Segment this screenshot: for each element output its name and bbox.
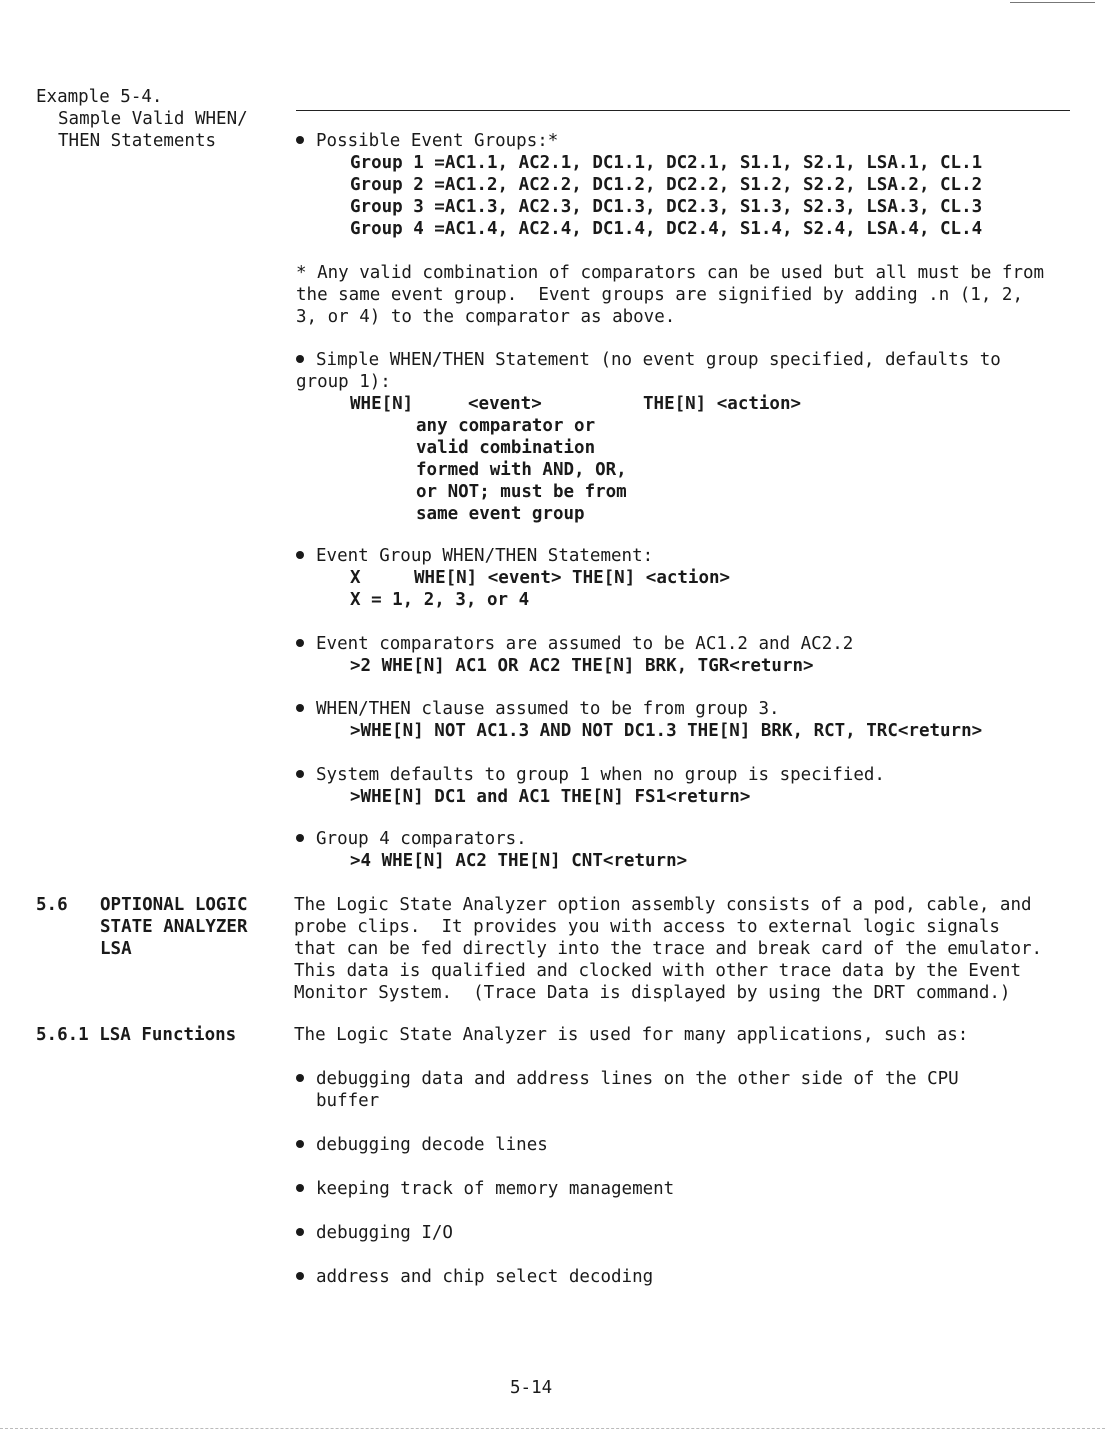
bullet-icon [296, 639, 304, 647]
bullet-icon [296, 355, 304, 363]
list-item-text: address and chip select decoding [316, 1267, 654, 1287]
section-5-6-title: LSA [100, 939, 132, 959]
simple-note: valid combination [416, 438, 596, 458]
command-example: >2 WHE[N] AC1 OR AC2 THE[N] BRK, TGR<return> [350, 656, 814, 676]
event-group-x: X [350, 568, 361, 588]
bullet-event-group-statement [296, 545, 653, 567]
list-item [296, 1134, 548, 1156]
section-5-6-body-line: that can be fed directly into the trace and break card of the emulator. [294, 939, 1043, 959]
event-group-stmt-label: Event Group WHEN/THEN Statement: [316, 546, 654, 566]
section-5-6-number: 5.6 [36, 895, 68, 915]
list-item [296, 1178, 674, 1200]
list-item-text: keeping track of memory management [316, 1179, 675, 1199]
section-5-6-body-line: This data is qualified and clocked with other trace data by the Event [294, 961, 1021, 981]
bullet-icon [296, 1074, 304, 1082]
command-example: >WHE[N] DC1 and AC1 THE[N] FS1<return> [350, 787, 751, 807]
bullet-icon [296, 834, 304, 842]
list-item [296, 1222, 453, 1244]
group-line: Group 2 =AC1.2, AC2.2, DC1.2, DC2.2, S1.2, S2.2, LSA.2, CL.2 [350, 175, 983, 195]
defaults-group1-label: System defaults to group 1 when no group is specified. [316, 765, 885, 785]
group4-label: Group 4 comparators. [316, 829, 527, 849]
bullet-icon [296, 704, 304, 712]
event-group-values: X = 1, 2, 3, or 4 [350, 590, 530, 610]
bullet-icon [296, 551, 304, 559]
section-5-6-1-intro: The Logic State Analyzer is used for many applications, such as: [294, 1025, 969, 1045]
section-5-6-title: STATE ANALYZER [100, 917, 248, 937]
simple-note: any comparator or [416, 416, 596, 436]
bullet-icon [296, 770, 304, 778]
bullet-event-groups [296, 130, 558, 152]
assumed-group3-label: WHEN/THEN clause assumed to be from group 3. [316, 699, 780, 719]
bullet-icon [296, 1228, 304, 1236]
simple-event: <event> [468, 394, 542, 414]
example-rule [296, 110, 1070, 111]
group-line: Group 4 =AC1.4, AC2.4, DC1.4, DC2.4, S1.4, S2.4, LSA.4, CL.4 [350, 219, 983, 239]
example-caption-line2: THEN Statements [58, 131, 217, 151]
example-caption-line1: Sample Valid WHEN/ [58, 109, 248, 129]
top-edge-rule [1010, 2, 1095, 3]
simple-note: formed with AND, OR, [416, 460, 627, 480]
simple-note: same event group [416, 504, 585, 524]
list-item-text: debugging decode lines [316, 1135, 548, 1155]
list-item [296, 1266, 653, 1288]
list-item-continuation: buffer [316, 1091, 380, 1111]
group-line: Group 3 =AC1.3, AC2.3, DC1.3, DC2.3, S1.3, S2.3, LSA.3, CL.3 [350, 197, 983, 217]
bullet-simple-statement [296, 349, 1001, 371]
bullet-defaults-group1 [296, 764, 885, 786]
bullet-icon [296, 136, 304, 144]
footnote-line: 3, or 4) to the comparator as above. [296, 307, 676, 327]
section-5-6-body-line: The Logic State Analyzer option assembly consists of a pod, cable, and [294, 895, 1032, 915]
command-example: >WHE[N] NOT AC1.3 AND NOT DC1.3 THE[N] BRK, RCT, TRC<return> [350, 721, 983, 741]
bullet-assumed-group2 [296, 633, 853, 655]
simple-note: or NOT; must be from [416, 482, 627, 502]
simple-label: Simple WHEN/THEN Statement (no event group specified, defaults to [316, 350, 1001, 370]
group-line: Group 1 =AC1.1, AC2.1, DC1.1, DC2.1, S1.1, S2.1, LSA.1, CL.1 [350, 153, 983, 173]
section-5-6-title: OPTIONAL LOGIC [100, 895, 248, 915]
section-5-6-body-line: Monitor System. (Trace Data is displayed by using the DRT command.) [294, 983, 1011, 1003]
event-group-syntax: WHE[N] <event> THE[N] <action> [414, 568, 731, 588]
bottom-edge-rule [0, 1428, 1105, 1429]
example-label: Example 5-4. [36, 87, 163, 107]
section-5-6-body-line: probe clips. It provides you with access to external logic signals [294, 917, 1000, 937]
footnote-line: * Any valid combination of comparators can be used but all must be from [296, 263, 1045, 283]
list-item-text: debugging I/O [316, 1223, 453, 1243]
page-number: 5-14 [510, 1378, 553, 1398]
event-groups-label: Possible Event Groups:* [316, 131, 559, 151]
simple-then: THE[N] <action> [643, 394, 802, 414]
bullet-icon [296, 1272, 304, 1280]
bullet-assumed-group3 [296, 698, 780, 720]
list-item-text: debugging data and address lines on the other side of the CPU [316, 1069, 959, 1089]
footnote-line: the same event group. Event groups are signified by adding .n (1, 2, [296, 285, 1023, 305]
simple-label-cont: group 1): [296, 372, 391, 392]
bullet-group4 [296, 828, 527, 850]
bullet-icon [296, 1184, 304, 1192]
command-example: >4 WHE[N] AC2 THE[N] CNT<return> [350, 851, 688, 871]
section-5-6-1-heading: 5.6.1 LSA Functions [36, 1025, 237, 1045]
simple-whe: WHE[N] [350, 394, 414, 414]
bullet-icon [296, 1140, 304, 1148]
list-item [296, 1068, 959, 1090]
assumed-group2-label: Event comparators are assumed to be AC1.2 and AC2.2 [316, 634, 854, 654]
